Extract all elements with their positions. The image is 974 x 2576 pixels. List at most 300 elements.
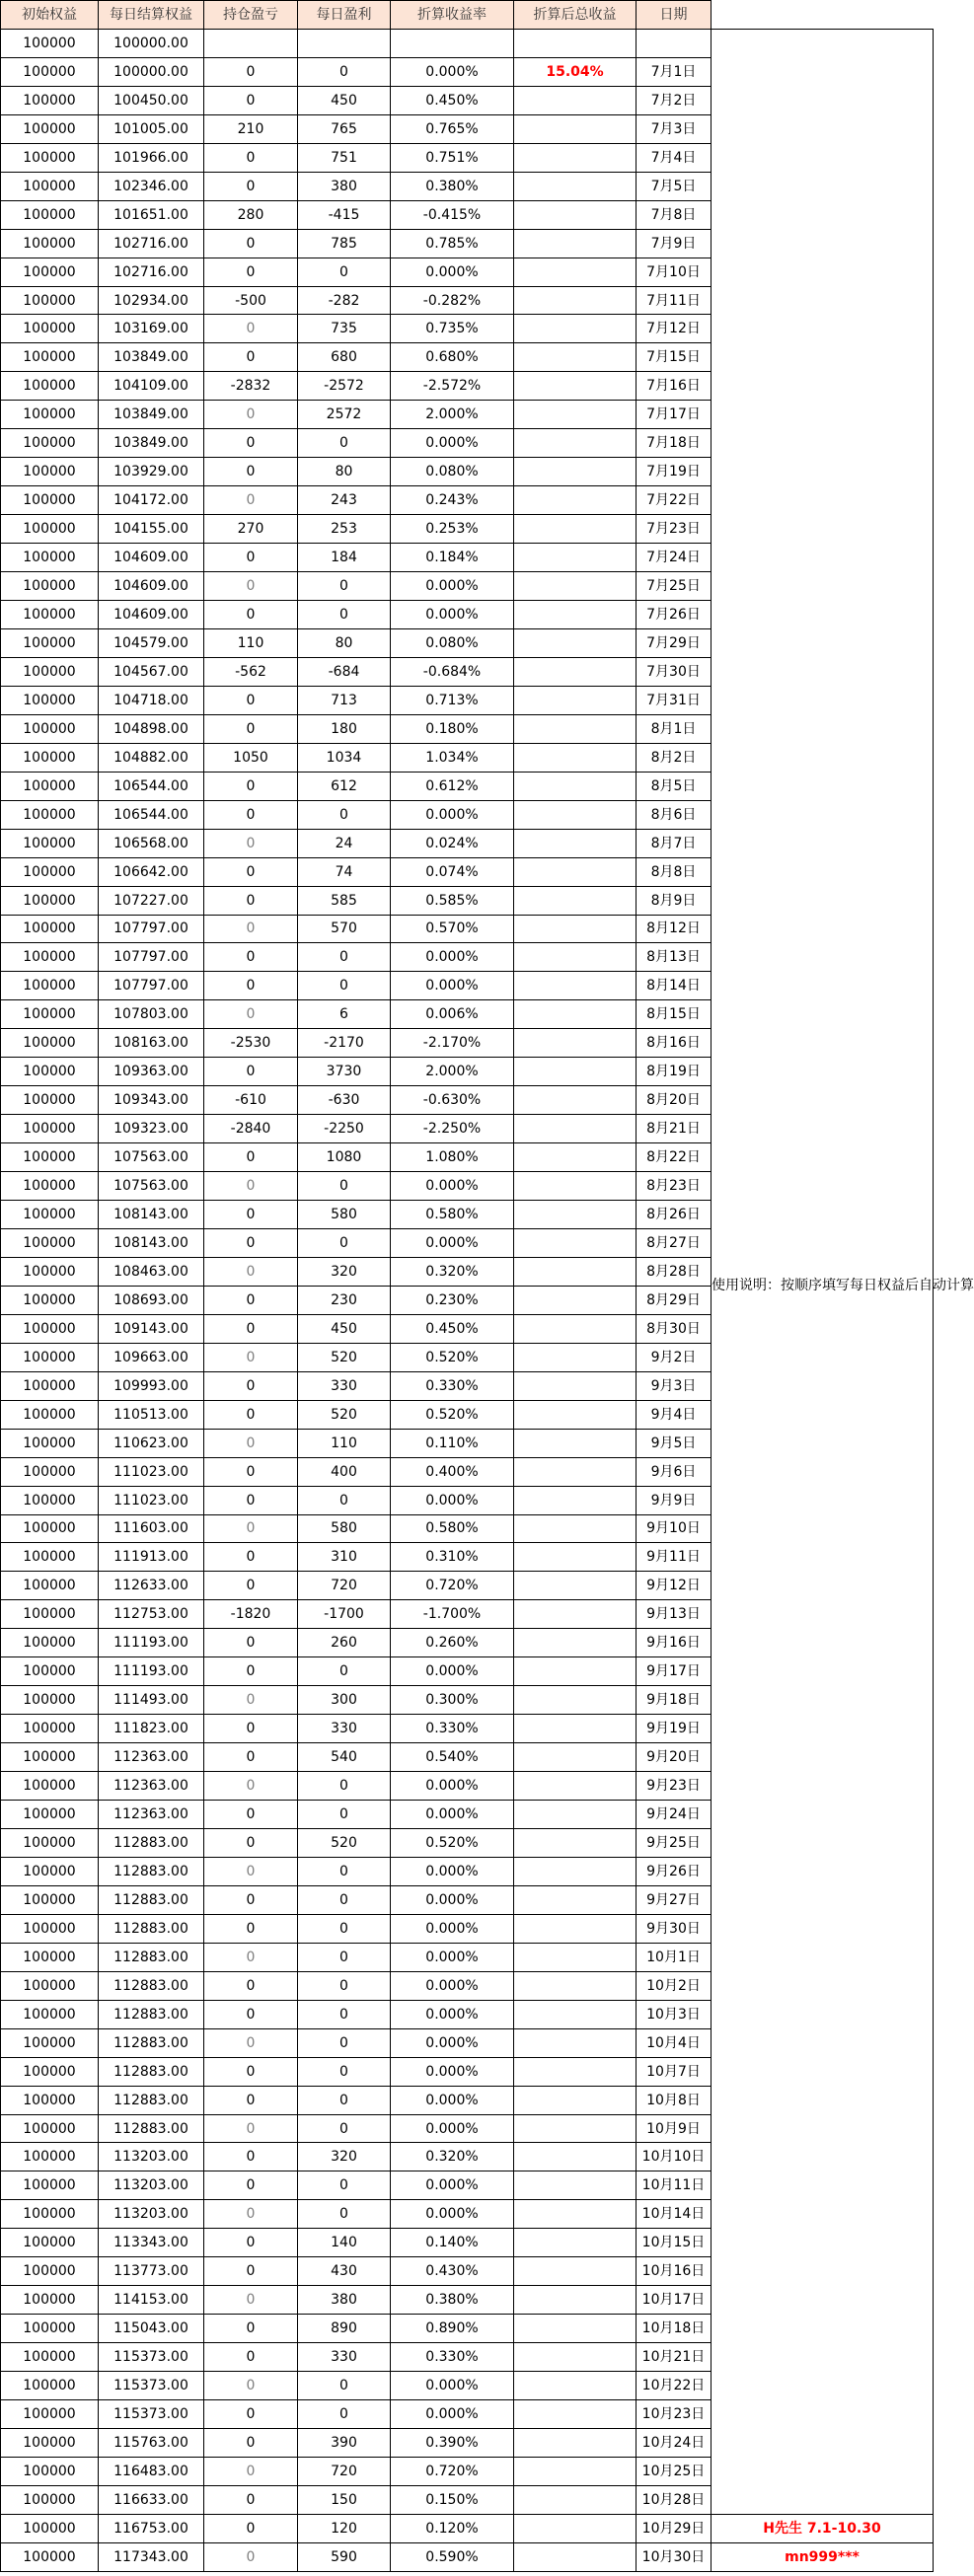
cell-position-pl[interactable]: 0 [204,2457,298,2485]
cell-initial[interactable]: 100000 [1,372,99,401]
cell-return-rate[interactable]: 0.520% [391,1343,514,1371]
cell-settle[interactable]: 111023.00 [99,1457,204,1486]
cell-settle[interactable]: 111913.00 [99,1543,204,1572]
cell-date[interactable]: 9月13日 [637,1600,712,1629]
cell-date[interactable]: 9月5日 [637,1429,712,1457]
cell-initial[interactable]: 100000 [1,57,99,86]
cell-settle[interactable]: 109343.00 [99,1086,204,1115]
cell-initial[interactable]: 100000 [1,2343,99,2372]
cell-initial[interactable]: 100000 [1,486,99,515]
cell-return-rate[interactable]: 0.260% [391,1629,514,1657]
cell-daily-profit[interactable]: 0 [298,1657,391,1686]
cell-return-rate[interactable]: 0.713% [391,686,514,714]
cell-settle[interactable]: 108693.00 [99,1286,204,1314]
cell-settle[interactable]: 104172.00 [99,486,204,515]
cell-date[interactable]: 8月8日 [637,857,712,886]
cell-settle[interactable]: 110623.00 [99,1429,204,1457]
cell-settle[interactable]: 108163.00 [99,1029,204,1058]
cell-return-rate[interactable]: 1.080% [391,1143,514,1172]
cell-position-pl[interactable]: -500 [204,286,298,315]
cell-return-rate[interactable]: 0.000% [391,1943,514,1971]
cell-return-rate[interactable]: 0.120% [391,2514,514,2542]
cell-daily-profit[interactable]: 0 [298,1486,391,1514]
cell-initial[interactable]: 100000 [1,286,99,315]
cell-date[interactable]: 7月5日 [637,172,712,200]
cell-settle[interactable]: 112883.00 [99,2057,204,2086]
cell-return-rate[interactable]: 0.400% [391,1457,514,1486]
cell-date[interactable]: 8月15日 [637,1000,712,1029]
cell-return-rate[interactable]: 0.735% [391,315,514,343]
cell-return-rate[interactable]: 0.000% [391,1172,514,1201]
cell-settle[interactable]: 104609.00 [99,601,204,629]
cell-daily-profit[interactable]: 735 [298,315,391,343]
cell-settle[interactable]: 109993.00 [99,1371,204,1400]
cell-date[interactable]: 8月23日 [637,1172,712,1201]
cell-position-pl[interactable]: 0 [204,1657,298,1686]
cell-settle[interactable]: 115373.00 [99,2372,204,2400]
cell-settle[interactable]: 109363.00 [99,1058,204,1086]
cell-return-rate[interactable]: 0.006% [391,1000,514,1029]
cell-initial[interactable]: 100000 [1,2400,99,2429]
cell-settle[interactable]: 106544.00 [99,772,204,800]
cell-initial[interactable]: 100000 [1,1343,99,1371]
cell-return-rate[interactable]: 0.000% [391,1228,514,1257]
cell-daily-profit[interactable]: 520 [298,1343,391,1371]
cell-daily-profit[interactable]: 0 [298,572,391,601]
cell-settle[interactable]: 104609.00 [99,544,204,572]
cell-position-pl[interactable]: -610 [204,1086,298,1115]
cell-date[interactable]: 7月8日 [637,200,712,229]
cell-settle[interactable]: 112883.00 [99,1943,204,1971]
cell-daily-profit[interactable]: 0 [298,2000,391,2028]
cell-initial[interactable]: 100000 [1,1400,99,1429]
cell-initial[interactable]: 100000 [1,343,99,372]
cell-settle[interactable]: 107797.00 [99,915,204,943]
cell-date[interactable]: 9月4日 [637,1400,712,1429]
cell-empty[interactable] [391,29,514,57]
cell-position-pl[interactable]: 0 [204,1971,298,2000]
cell-date[interactable]: 10月22日 [637,2372,712,2400]
cell-return-rate[interactable]: 0.000% [391,972,514,1000]
cell-date[interactable]: 10月30日 [637,2542,712,2571]
cell-position-pl[interactable]: 0 [204,2229,298,2257]
cell-return-rate[interactable]: 0.080% [391,628,514,657]
cell-settle[interactable]: 114153.00 [99,2286,204,2315]
cell-date[interactable]: 7月12日 [637,315,712,343]
cell-empty[interactable] [204,29,298,57]
cell-settle[interactable]: 111603.00 [99,1514,204,1543]
cell-settle[interactable]: 113773.00 [99,2257,204,2286]
cell-initial[interactable]: 100000 [1,1914,99,1943]
cell-position-pl[interactable]: 0 [204,972,298,1000]
cell-position-pl[interactable]: 1050 [204,743,298,772]
cell-settle[interactable]: 104579.00 [99,628,204,657]
cell-initial[interactable]: 100000 [1,1543,99,1572]
cell-settle[interactable]: 103849.00 [99,343,204,372]
cell-initial[interactable]: 100000 [1,2257,99,2286]
cell-initial[interactable]: 100000 [1,2514,99,2542]
cell-position-pl[interactable]: 0 [204,1943,298,1971]
cell-date[interactable]: 7月10日 [637,258,712,286]
cell-return-rate[interactable]: 0.000% [391,800,514,829]
cell-initial[interactable]: 100000 [1,2315,99,2343]
cell-return-rate[interactable]: 0.300% [391,1686,514,1715]
cell-return-rate[interactable]: 0.000% [391,943,514,972]
cell-date[interactable]: 10月7日 [637,2057,712,2086]
cell-position-pl[interactable]: 0 [204,772,298,800]
cell-initial[interactable]: 100000 [1,401,99,429]
cell-return-rate[interactable]: -2.170% [391,1029,514,1058]
cell-initial[interactable]: 100000 [1,1029,99,1058]
cell-settle[interactable]: 111823.00 [99,1715,204,1743]
cell-initial[interactable]: 100000 [1,657,99,686]
cell-daily-profit[interactable]: 243 [298,486,391,515]
cell-position-pl[interactable]: -2530 [204,1029,298,1058]
cell-settle[interactable]: 104567.00 [99,657,204,686]
cell-daily-profit[interactable]: -415 [298,200,391,229]
cell-return-rate[interactable]: 0.450% [391,1314,514,1343]
cell-return-rate[interactable]: -0.630% [391,1086,514,1115]
cell-daily-profit[interactable]: 390 [298,2429,391,2458]
cell-return-rate[interactable]: 2.000% [391,401,514,429]
cell-date[interactable]: 9月20日 [637,1743,712,1772]
cell-return-rate[interactable]: 0.580% [391,1514,514,1543]
cell-initial[interactable]: 100000 [1,829,99,857]
cell-position-pl[interactable]: 0 [204,2143,298,2171]
cell-return-rate[interactable]: 0.074% [391,857,514,886]
cell-settle[interactable]: 112883.00 [99,1829,204,1858]
cell-daily-profit[interactable]: 0 [298,2114,391,2143]
cell-return-rate[interactable]: 0.110% [391,1429,514,1457]
cell-initial[interactable]: 100000 [1,1486,99,1514]
cell-position-pl[interactable]: 0 [204,1201,298,1229]
cell-return-rate[interactable]: 0.024% [391,829,514,857]
cell-initial[interactable]: 100000 [1,857,99,886]
cell-initial[interactable]: 100000 [1,1371,99,1400]
cell-position-pl[interactable]: 0 [204,2286,298,2315]
cell-date[interactable]: 7月3日 [637,114,712,143]
cell-date[interactable]: 7月16日 [637,372,712,401]
cell-initial[interactable]: 100000 [1,628,99,657]
cell-date[interactable]: 7月18日 [637,429,712,458]
cell-position-pl[interactable]: 0 [204,800,298,829]
cell-position-pl[interactable]: 0 [204,1914,298,1943]
cell-date[interactable]: 9月12日 [637,1572,712,1600]
cell-date[interactable]: 8月7日 [637,829,712,857]
cell-date[interactable]: 7月25日 [637,572,712,601]
cell-position-pl[interactable]: 210 [204,114,298,143]
cell-daily-profit[interactable]: 150 [298,2485,391,2514]
cell-daily-profit[interactable]: 80 [298,628,391,657]
cell-date[interactable]: 9月16日 [637,1629,712,1657]
cell-position-pl[interactable]: 0 [204,2372,298,2400]
cell-settle[interactable]: 102346.00 [99,172,204,200]
cell-daily-profit[interactable]: 0 [298,1857,391,1885]
cell-return-rate[interactable]: -0.415% [391,200,514,229]
cell-position-pl[interactable]: 0 [204,601,298,629]
cell-initial[interactable]: 100000 [1,1971,99,2000]
cell-daily-profit[interactable]: -684 [298,657,391,686]
cell-date[interactable]: 9月25日 [637,1829,712,1858]
cell-initial[interactable]: 100000 [1,686,99,714]
cell-settle[interactable]: 104882.00 [99,743,204,772]
cell-empty[interactable] [637,29,712,57]
cell-position-pl[interactable]: 0 [204,1486,298,1514]
cell-return-rate[interactable]: 0.000% [391,1914,514,1943]
cell-return-rate[interactable]: 2.000% [391,1058,514,1086]
cell-date[interactable]: 7月26日 [637,601,712,629]
cell-position-pl[interactable]: 0 [204,1543,298,1572]
cell-daily-profit[interactable]: 230 [298,1286,391,1314]
cell-daily-profit[interactable]: 0 [298,943,391,972]
cell-daily-profit[interactable]: 0 [298,1885,391,1914]
cell-date[interactable]: 8月1日 [637,714,712,743]
cell-date[interactable]: 10月2日 [637,1971,712,2000]
cell-position-pl[interactable]: 0 [204,458,298,486]
cell-return-rate[interactable]: 0.000% [391,572,514,601]
cell-settle[interactable]: 112363.00 [99,1743,204,1772]
cell-settle[interactable]: 107563.00 [99,1172,204,1201]
cell-settle[interactable]: 112883.00 [99,2114,204,2143]
cell-position-pl[interactable]: 0 [204,1829,298,1858]
cell-date[interactable]: 9月2日 [637,1343,712,1371]
cell-date[interactable]: 7月9日 [637,229,712,258]
cell-daily-profit[interactable]: 0 [298,2200,391,2229]
cell-initial[interactable]: 100000 [1,1715,99,1743]
cell-daily-profit[interactable]: 430 [298,2257,391,2286]
cell-initial[interactable]: 100000 [1,1629,99,1657]
cell-date[interactable]: 8月22日 [637,1143,712,1172]
cell-date[interactable]: 8月5日 [637,772,712,800]
cell-settle[interactable]: 111493.00 [99,1686,204,1715]
cell-position-pl[interactable]: 0 [204,1058,298,1086]
cell-settle[interactable]: 112363.00 [99,1772,204,1801]
cell-position-pl[interactable]: 0 [204,143,298,172]
cell-daily-profit[interactable]: 0 [298,2086,391,2114]
cell-position-pl[interactable]: 0 [204,2343,298,2372]
cell-position-pl[interactable]: 0 [204,2028,298,2057]
cell-initial[interactable]: 100000 [1,172,99,200]
cell-position-pl[interactable]: 0 [204,258,298,286]
cell-settle[interactable]: 108143.00 [99,1201,204,1229]
cell-daily-profit[interactable]: 0 [298,1801,391,1829]
cell-settle[interactable]: 104898.00 [99,714,204,743]
cell-position-pl[interactable]: 0 [204,1371,298,1400]
cell-settle[interactable]: 102716.00 [99,258,204,286]
cell-position-pl[interactable]: 0 [204,1686,298,1715]
cell-daily-profit[interactable]: 0 [298,2057,391,2086]
cell-daily-profit[interactable]: 2572 [298,401,391,429]
cell-daily-profit[interactable]: 450 [298,86,391,114]
cell-position-pl[interactable]: 0 [204,2257,298,2286]
cell-return-rate[interactable]: 0.150% [391,2485,514,2514]
cell-position-pl[interactable]: 0 [204,1715,298,1743]
cell-settle[interactable]: 112883.00 [99,2000,204,2028]
cell-date[interactable]: 9月9日 [637,1486,712,1514]
cell-daily-profit[interactable]: 680 [298,343,391,372]
cell-daily-profit[interactable]: 713 [298,686,391,714]
cell-initial[interactable]: 100000 [1,2171,99,2200]
cell-initial[interactable]: 100000 [1,2143,99,2171]
cell-daily-profit[interactable]: 0 [298,57,391,86]
cell-initial[interactable]: 100000 [1,1600,99,1629]
cell-initial[interactable]: 100000 [1,1228,99,1257]
cell-daily-profit[interactable]: 400 [298,1457,391,1486]
cell-empty[interactable] [298,29,391,57]
cell-initial[interactable]: 100000 [1,315,99,343]
cell-settle[interactable]: 115043.00 [99,2315,204,2343]
cell-position-pl[interactable]: 0 [204,1286,298,1314]
cell-date[interactable]: 9月23日 [637,1772,712,1801]
cell-initial[interactable]: 100000 [1,429,99,458]
cell-daily-profit[interactable]: 184 [298,544,391,572]
cell-position-pl[interactable]: -2840 [204,1115,298,1143]
cell-initial[interactable]: 100000 [1,1829,99,1858]
cell-daily-profit[interactable]: 590 [298,2542,391,2571]
cell-daily-profit[interactable]: 24 [298,829,391,857]
cell-date[interactable]: 8月14日 [637,972,712,1000]
cell-initial[interactable]: 100000 [1,2286,99,2315]
cell-daily-profit[interactable]: 570 [298,915,391,943]
cell-position-pl[interactable]: 0 [204,2485,298,2514]
cell-initial[interactable]: 100000 [1,2429,99,2458]
cell-return-rate[interactable]: 0.590% [391,2542,514,2571]
cell-date[interactable]: 10月29日 [637,2514,712,2542]
cell-return-rate[interactable]: 0.520% [391,1829,514,1858]
cell-daily-profit[interactable]: 0 [298,2028,391,2057]
cell-initial[interactable]: 100000 [1,2200,99,2229]
cell-settle[interactable]: 112883.00 [99,1857,204,1885]
cell-position-pl[interactable]: 110 [204,628,298,657]
cell-date[interactable]: 10月25日 [637,2457,712,2485]
cell-date[interactable]: 10月3日 [637,2000,712,2028]
cell-position-pl[interactable]: 0 [204,229,298,258]
cell-date[interactable]: 7月29日 [637,628,712,657]
cell-daily-profit[interactable]: -1700 [298,1600,391,1629]
cell-date[interactable]: 8月29日 [637,1286,712,1314]
cell-date[interactable]: 7月11日 [637,286,712,315]
cell-date[interactable]: 9月10日 [637,1514,712,1543]
cell-return-rate[interactable]: 0.000% [391,1971,514,2000]
cell-return-rate[interactable]: 0.380% [391,172,514,200]
cell-position-pl[interactable]: 0 [204,686,298,714]
cell-settle[interactable]: 100450.00 [99,86,204,114]
cell-settle[interactable]: 113203.00 [99,2200,204,2229]
cell-settle[interactable]: 106568.00 [99,829,204,857]
cell-date[interactable]: 9月6日 [637,1457,712,1486]
cell-initial[interactable]: 100000 [1,1143,99,1172]
cell-initial[interactable]: 100000 [1,2028,99,2057]
cell-position-pl[interactable]: 0 [204,2114,298,2143]
cell-return-rate[interactable]: 0.000% [391,2086,514,2114]
cell-return-rate[interactable]: 0.000% [391,2057,514,2086]
cell-settle[interactable]: 116633.00 [99,2485,204,2514]
cell-return-rate[interactable]: 0.585% [391,886,514,915]
cell-settle[interactable]: 115373.00 [99,2400,204,2429]
cell-position-pl[interactable]: 0 [204,2000,298,2028]
cell-date[interactable]: 10月8日 [637,2086,712,2114]
cell-return-rate[interactable]: 0.243% [391,486,514,515]
cell-position-pl[interactable]: 0 [204,1457,298,1486]
cell-daily-profit[interactable]: 120 [298,2514,391,2542]
cell-date[interactable]: 7月23日 [637,515,712,544]
cell-date[interactable]: 10月14日 [637,2200,712,2229]
cell-initial[interactable]: 100000 [1,1857,99,1885]
cell-initial[interactable]: 100000 [1,1086,99,1115]
cell-date[interactable]: 8月30日 [637,1314,712,1343]
cell-date[interactable]: 9月18日 [637,1686,712,1715]
cell-daily-profit[interactable]: 612 [298,772,391,800]
cell-date[interactable]: 8月20日 [637,1086,712,1115]
cell-empty[interactable] [514,29,637,57]
cell-date[interactable]: 8月27日 [637,1228,712,1257]
cell-initial[interactable]: 100000 [1,1058,99,1086]
cell-initial[interactable]: 100000 [1,114,99,143]
cell-position-pl[interactable]: 0 [204,315,298,343]
cell-return-rate[interactable]: 0.253% [391,515,514,544]
cell-initial[interactable]: 100000 [1,572,99,601]
cell-return-rate[interactable]: 0.720% [391,1572,514,1600]
cell-daily-profit[interactable]: 0 [298,601,391,629]
cell-return-rate[interactable]: 0.310% [391,1543,514,1572]
cell-return-rate[interactable]: 0.390% [391,2429,514,2458]
cell-settle[interactable]: 116483.00 [99,2457,204,2485]
cell-daily-profit[interactable]: 330 [298,1371,391,1400]
cell-initial[interactable]: 100000 [1,200,99,229]
cell-daily-profit[interactable]: 751 [298,143,391,172]
cell-daily-profit[interactable]: 3730 [298,1058,391,1086]
cell-initial[interactable]: 100000 [1,29,99,57]
cell-settle[interactable]: 112883.00 [99,1971,204,2000]
cell-settle[interactable]: 103169.00 [99,315,204,343]
cell-daily-profit[interactable]: 330 [298,1715,391,1743]
cell-date[interactable]: 7月15日 [637,343,712,372]
cell-position-pl[interactable]: 280 [204,200,298,229]
cell-return-rate[interactable]: 0.140% [391,2229,514,2257]
cell-position-pl[interactable]: 0 [204,57,298,86]
cell-position-pl[interactable]: 0 [204,2400,298,2429]
cell-daily-profit[interactable]: 320 [298,2143,391,2171]
cell-initial[interactable]: 100000 [1,544,99,572]
cell-initial[interactable]: 100000 [1,1000,99,1029]
cell-date[interactable]: 8月9日 [637,886,712,915]
cell-settle[interactable]: 106544.00 [99,800,204,829]
cell-position-pl[interactable]: 0 [204,1257,298,1286]
cell-date[interactable]: 10月4日 [637,2028,712,2057]
cell-return-rate[interactable]: 0.320% [391,2143,514,2171]
cell-initial[interactable]: 100000 [1,2057,99,2086]
cell-daily-profit[interactable]: 380 [298,172,391,200]
cell-return-rate[interactable]: 0.890% [391,2315,514,2343]
cell-position-pl[interactable]: 0 [204,486,298,515]
cell-initial[interactable]: 100000 [1,86,99,114]
cell-date[interactable]: 8月13日 [637,943,712,972]
cell-return-rate[interactable]: 0.000% [391,1657,514,1686]
cell-daily-profit[interactable]: 0 [298,2171,391,2200]
cell-return-rate[interactable]: 0.000% [391,2028,514,2057]
cell-settle[interactable]: 104155.00 [99,515,204,544]
cell-date[interactable]: 10月17日 [637,2286,712,2315]
cell-date[interactable]: 10月18日 [637,2315,712,2343]
cell-daily-profit[interactable]: 0 [298,1914,391,1943]
cell-position-pl[interactable]: -562 [204,657,298,686]
cell-date[interactable]: 7月22日 [637,486,712,515]
cell-initial[interactable]: 100000 [1,229,99,258]
cell-initial[interactable]: 100000 [1,458,99,486]
cell-return-rate[interactable]: 0.330% [391,1371,514,1400]
cell-position-pl[interactable]: 0 [204,943,298,972]
cell-daily-profit[interactable]: 0 [298,800,391,829]
